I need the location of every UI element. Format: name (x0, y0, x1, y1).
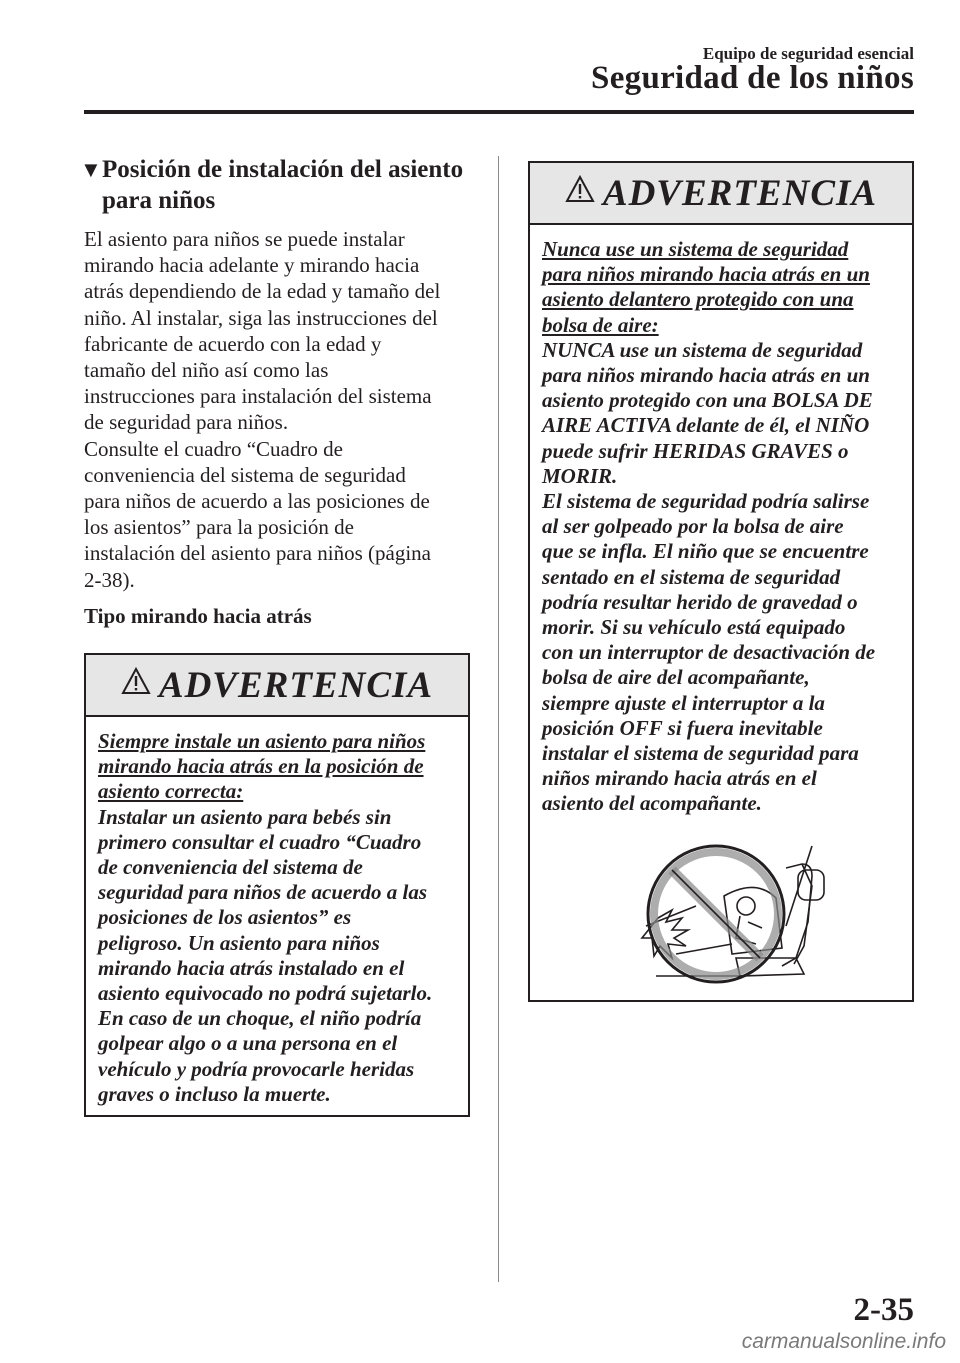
warning-body (86, 717, 468, 1107)
body-text-line: conveniencia del sistema de seguridad (84, 462, 406, 487)
body-text-line: Consulte el cuadro “Cuadro de (84, 436, 343, 461)
warning-text-line: que se infla. El niño que se encuentre (542, 539, 869, 564)
warning-text-line: niños mirando hacia atrás en el (542, 766, 817, 791)
section-body (84, 226, 484, 593)
warning-text-line: NUNCA use un sistema de seguridad (542, 337, 863, 362)
body-text-line: instrucciones para instalación del sistema (84, 384, 432, 409)
warning-text-line: con un interruptor de desactivación de (542, 640, 876, 665)
warning-title-line: asiento correcta: (98, 779, 244, 804)
warning-title-line: mirando hacia atrás en la posición de (98, 754, 424, 779)
page-title: Seguridad de los niños (591, 60, 914, 96)
body-text-line: tamaño del niño así como las (84, 358, 329, 383)
prohibited-rear-facing-seat-airbag-icon (636, 826, 846, 986)
section-heading-line2: para niños (102, 187, 216, 214)
warning-box-1 (84, 653, 470, 1117)
subheading-rear-facing: Tipo mirando hacia atrás (84, 604, 312, 628)
warning-title-line: Siempre instale un asiento para niños (98, 729, 426, 753)
triangle-marker-icon: ▼ (80, 157, 102, 182)
warning-label: ADVERTENCIA (602, 172, 878, 214)
warning-text-line: mirando hacia atrás instalado en el (98, 955, 405, 980)
warning-text-line: seguridad para niños de acuerdo a las (98, 880, 428, 905)
warning-text-line: vehículo y podría provocarle heridas (98, 1056, 415, 1081)
body-text-line: niño. Al instalar, siga las instrucciones del (84, 305, 438, 330)
warning-text-line: puede sufrir HERIDAS GRAVES o (542, 438, 849, 463)
warning-text-line: siempre ajuste el interruptor a la (542, 690, 825, 715)
body-text-line: instalación del asiento para niños (página (84, 541, 431, 566)
warning-text-line: AIRE ACTIVA delante de él, el NIÑO (542, 413, 870, 438)
warning-text-line: bolsa de aire del acompañante, (542, 665, 810, 690)
body-text-line: 2-38). (84, 567, 135, 592)
warning-header (86, 655, 468, 717)
warning-text-line: primero consultar el cuadro “Cuadro (98, 829, 422, 854)
body-text-line: mirando hacia adelante y mirando hacia (84, 253, 420, 278)
header-rule (84, 110, 914, 114)
warning-triangle-icon (565, 175, 595, 203)
body-text-line: de seguridad para niños. (84, 410, 289, 435)
warning-triangle-icon (121, 667, 151, 695)
warning-title-line: para niños mirando hacia atrás en un (542, 262, 870, 287)
warning-text-line: de conveniencia del sistema de (98, 855, 363, 880)
section-heading-line1: Posición de instalación del asiento (102, 156, 464, 183)
warning-text-line: peligroso. Un asiento para niños (98, 930, 380, 955)
warning-text-line: asiento protegido con una BOLSA DE (542, 388, 873, 413)
warning-text-line: graves o incluso la muerte. (98, 1081, 331, 1106)
section-heading (80, 154, 480, 216)
warning-text-line: para niños mirando hacia atrás en un (542, 363, 870, 388)
watermark: carmanualsonline.info (741, 1330, 946, 1353)
warning-text-line: El sistema de seguridad podría salirse (542, 489, 870, 514)
body-text-line: para niños de acuerdo a las posiciones de (84, 489, 430, 514)
warning-text-line: asiento del acompañante. (542, 791, 762, 816)
warning-header (530, 163, 912, 225)
chapter-label: Equipo de seguridad esencial (702, 44, 914, 63)
warning-text-line: morir. Si su vehículo está equipado (542, 615, 846, 640)
warning-text-line: En caso de un choque, el niño podría (98, 1006, 422, 1031)
warning-text-line: MORIR. (542, 463, 618, 488)
warning-text-line: podría resultar herido de gravedad o (542, 589, 858, 614)
warning-text-line: sentado en el sistema de seguridad (542, 564, 841, 589)
warning-text-line: Instalar un asiento para bebés sin (98, 804, 392, 829)
column-divider (498, 156, 499, 1282)
warning-text-line: golpear algo o a una persona en el (98, 1031, 398, 1056)
page-number: 2-35 (853, 1292, 914, 1328)
warning-text-line: al ser golpeado por la bolsa de aire (542, 514, 844, 539)
body-text-line: El asiento para niños se puede instalar (84, 227, 405, 251)
body-text-line: fabricante de acuerdo con la edad y (84, 331, 382, 356)
warning-text-line: asiento equivocado no podrá sujetarlo. (98, 981, 433, 1006)
warning-title-line: asiento delantero protegido con una (542, 287, 854, 312)
warning-text-line: posición OFF si fuera inevitable (542, 715, 823, 740)
warning-body (530, 225, 912, 817)
body-text-line: atrás dependiendo de la edad y tamaño del (84, 279, 441, 304)
warning-title-line: bolsa de aire: (542, 312, 659, 337)
warning-label: ADVERTENCIA (158, 664, 434, 706)
warning-text-line: posiciones de los asientos” es (98, 905, 352, 930)
warning-title-line: Nunca use un sistema de seguridad (542, 237, 849, 261)
body-text-line: los asientos” para la posición de (84, 515, 355, 540)
warning-text-line: instalar el sistema de seguridad para (542, 741, 859, 766)
